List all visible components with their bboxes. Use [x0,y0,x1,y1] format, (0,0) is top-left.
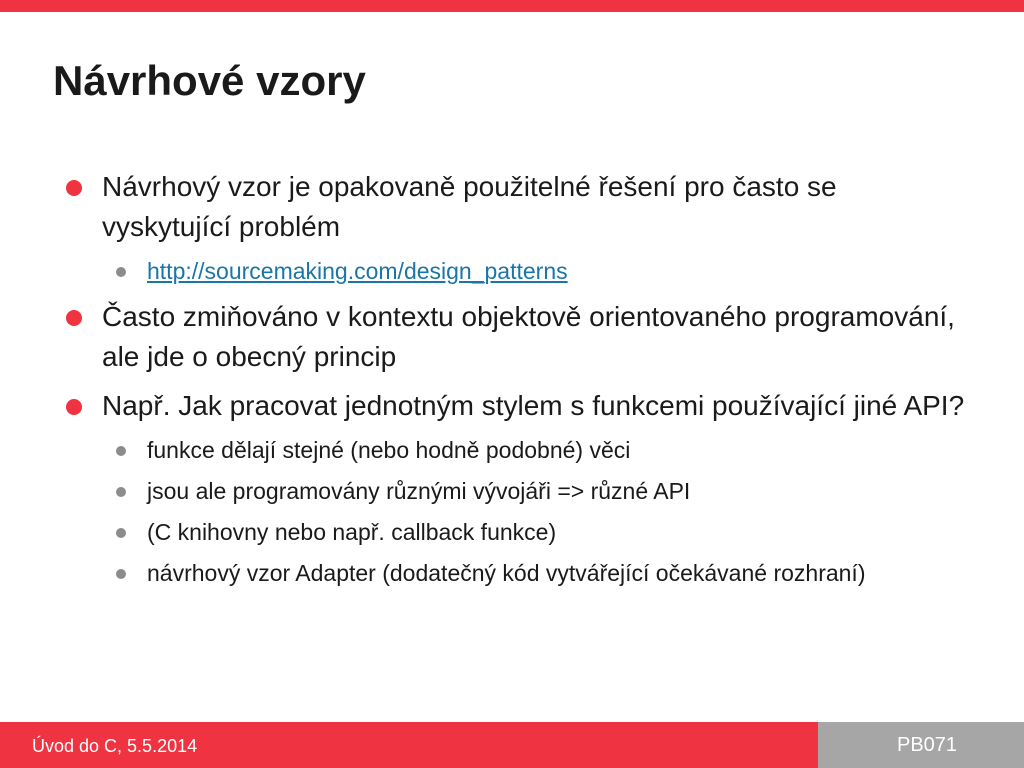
sub-bullet-text: (C knihovny nebo např. callback funkce) [147,519,557,545]
bullet-list [66,167,966,599]
red-bullet-icon [66,399,82,415]
sub-bullet-text: jsou ale programovány různými vývojáři => různé API [147,478,691,504]
bullet-text: Např. Jak pracovat jednotným stylem s funkcemi používající jiné API? [102,390,965,421]
bullet-item-2 [66,297,966,377]
sub-bullet-list-3 [66,435,966,589]
gray-bullet-icon [116,528,126,538]
bullet-item-3 [66,386,966,426]
gray-bullet-icon [116,267,126,277]
footer-date-label: Úvod do C, 5.5.2014 [32,736,198,756]
bullet-item-1 [66,167,966,247]
design-patterns-link[interactable]: http://sourcemaking.com/design_patterns [147,258,568,284]
sub-bullet-item [115,517,966,548]
red-bullet-icon [66,310,82,326]
sub-bullet-item [115,435,966,466]
sub-bullet-text: návrhový vzor Adapter (dodatečný kód vytvářející očekávané rozhraní) [147,560,866,586]
red-bullet-icon [66,180,82,196]
gray-bullet-icon [116,446,126,456]
sub-bullet-text: funkce dělají stejné (nebo hodně podobné) věci [147,437,631,463]
gray-bullet-icon [116,569,126,579]
bullet-text: Návrhový vzor je opakovaně použitelné řešení pro často se vyskytující problém [102,171,837,242]
sub-bullet-item [115,256,966,287]
sub-bullet-item [115,476,966,507]
gray-bullet-icon [116,487,126,497]
sub-bullet-item [115,558,966,589]
footer-course-code: PB071 [897,734,958,756]
bullet-text: Často zmiňováno v kontextu objektově orientovaného programování, ale jde o obecný princip [102,301,955,372]
sub-bullet-list-1 [66,256,966,287]
slide-title: Návrhové vzory [53,57,366,104]
top-accent-bar [0,0,1024,12]
